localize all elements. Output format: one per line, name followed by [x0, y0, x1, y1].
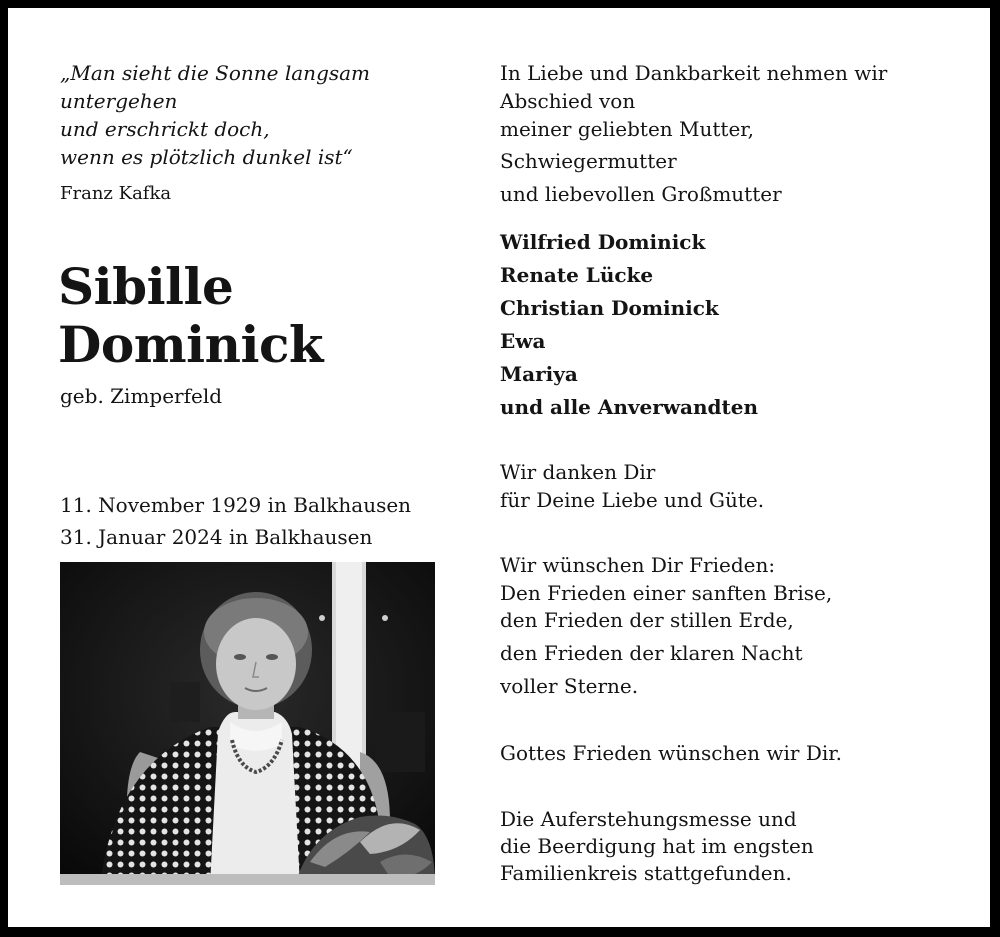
funeral-line: Die Auferstehungsmesse und — [500, 807, 797, 831]
deceased-name — [58, 258, 323, 374]
thanks-line: für Deine Liebe und Güte. — [500, 488, 765, 512]
mourner-name: und alle Anverwandten — [500, 395, 759, 419]
mourner-name: Renate Lücke — [500, 263, 654, 287]
intro-line: Abschied von — [500, 89, 636, 113]
peace-line: den Frieden der stillen Erde, — [500, 608, 794, 632]
mourner-name: Wilfried Dominick — [500, 230, 706, 254]
peace-line: Wir wünschen Dir Frieden: — [500, 553, 776, 577]
portrait-photo — [60, 562, 435, 885]
mourners-list — [500, 226, 758, 424]
obituary-notice — [8, 8, 990, 927]
maiden-name: geb. Zimperfeld — [60, 384, 223, 408]
kafka-quote — [60, 59, 370, 171]
intro-line: Schwiegermutter — [500, 149, 677, 173]
quote-line: und erschrickt doch, — [60, 117, 270, 141]
funeral-line: Familienkreis stattgefunden. — [500, 861, 792, 885]
quote-line: „Man sieht die Sonne langsam — [60, 61, 371, 85]
quote-author: Franz Kafka — [60, 183, 172, 204]
birth-date: 11. November 1929 in Balkhausen — [60, 493, 412, 517]
portrait-image — [60, 562, 435, 885]
thanks-text — [500, 458, 764, 514]
mourner-name: Mariya — [500, 362, 578, 386]
intro-line: und liebevollen Großmutter — [500, 182, 782, 206]
peace-line: Den Frieden einer sanften Brise, — [500, 581, 833, 605]
funeral-line: die Beerdigung hat im engsten — [500, 834, 814, 858]
quote-line: untergehen — [60, 89, 178, 113]
deceased-last-name: Dominick — [58, 315, 324, 374]
quote-line: wenn es plötzlich dunkel ist“ — [60, 145, 353, 169]
mourner-name: Ewa — [500, 329, 546, 353]
blessing-text: Gottes Frieden wünschen wir Dir. — [500, 741, 842, 765]
funeral-note — [500, 806, 814, 887]
death-date: 31. Januar 2024 in Balkhausen — [60, 525, 373, 549]
intro-line: meiner geliebten Mutter, — [500, 117, 755, 141]
intro-text — [500, 59, 887, 115]
thanks-line: Wir danken Dir — [500, 460, 656, 484]
mourner-name: Christian Dominick — [500, 296, 719, 320]
intro-line: In Liebe und Dankbarkeit nehmen wir — [500, 61, 888, 85]
deceased-first-name: Sibille — [58, 257, 234, 316]
peace-line: voller Sterne. — [500, 674, 639, 698]
peace-text — [500, 551, 832, 607]
life-dates — [60, 489, 411, 553]
peace-line: den Frieden der klaren Nacht — [500, 641, 803, 665]
